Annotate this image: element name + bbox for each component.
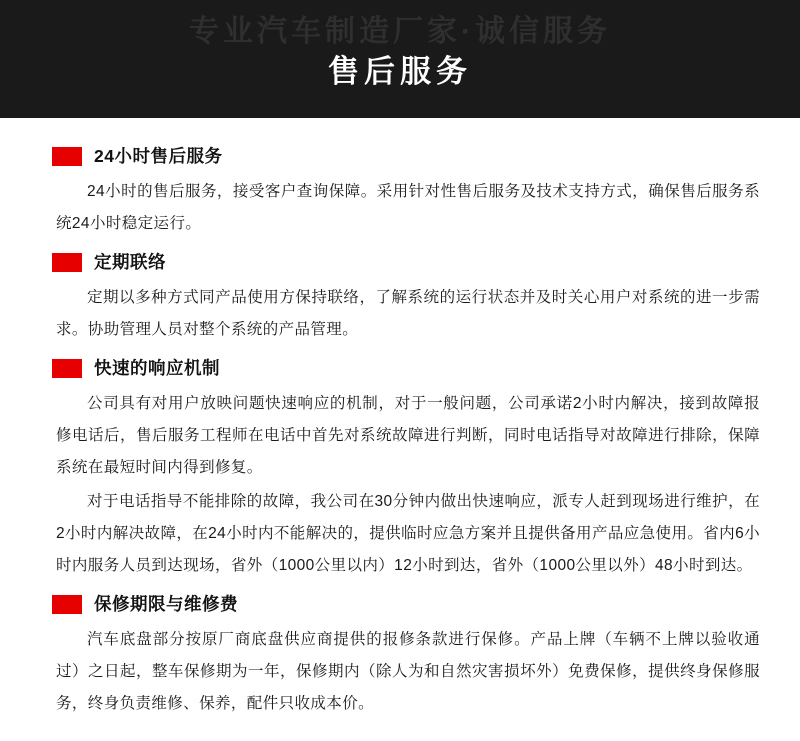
- section-paragraph: 24小时的售后服务，接受客户查询保障。采用针对性售后服务及技术支持方式，确保售后服务系统24小时稳定运行。: [56, 183, 760, 232]
- page-banner: [0, 0, 800, 118]
- section-heading: [52, 354, 770, 382]
- section-paragraph: 汽车底盘部分按原厂商底盘供应商提供的报修条款进行保修。产品上牌（车辆不上牌以验收通过）之日起，整车保修期为一年，保修期内（除人为和自然灾害损坏外）免费保修，提供终身保修服务，终身负责维修、保养，配件只收成本价。: [56, 631, 760, 712]
- section-heading: [52, 590, 770, 618]
- red-square-bullet-icon: [52, 595, 82, 614]
- section-warranty: [30, 590, 770, 720]
- section-title: 定期联络: [94, 252, 166, 272]
- section-title: 快速的响应机制: [94, 358, 220, 378]
- red-square-bullet-icon: [52, 147, 82, 166]
- banner-watermark-text: 专业汽车制造厂家·诚信服务: [189, 15, 611, 48]
- content-area: [0, 118, 800, 720]
- section-paragraph: 对于电话指导不能排除的故障，我公司在30分钟内做出快速响应，派专人赶到现场进行维护，在2小时内解决故障，在24小时内不能解决的，提供临时应急方案并且提供备用产品应急使用。省内6小时内服务人员到达现场，省外（1000公里以内）12小时到达，省外（1000公里以外）48小时到达。: [56, 493, 760, 574]
- section-title: 保修期限与维修费: [94, 594, 238, 614]
- section-heading: [52, 142, 770, 170]
- section-paragraph: 定期以多种方式同产品使用方保持联络，了解系统的运行状态并及时关心用户对系统的进一步需求。协助管理人员对整个系统的产品管理。: [56, 289, 760, 338]
- section-regular-contact: [30, 248, 770, 346]
- section-paragraph: 公司具有对用户放映问题快速响应的机制，对于一般问题，公司承诺2小时内解决，接到故障报修电话后，售后服务工程师在电话中首先对系统故障进行判断，同时电话指导对故障进行排除，保障系统在最短时间内得到修复。: [56, 395, 760, 476]
- page-title: 售后服务: [328, 54, 472, 89]
- section-heading: [52, 248, 770, 276]
- section-fast-response: [30, 354, 770, 582]
- red-square-bullet-icon: [52, 359, 82, 378]
- red-square-bullet-icon: [52, 253, 82, 272]
- section-title: 24小时售后服务: [94, 146, 223, 166]
- section-24h-service: [30, 142, 770, 240]
